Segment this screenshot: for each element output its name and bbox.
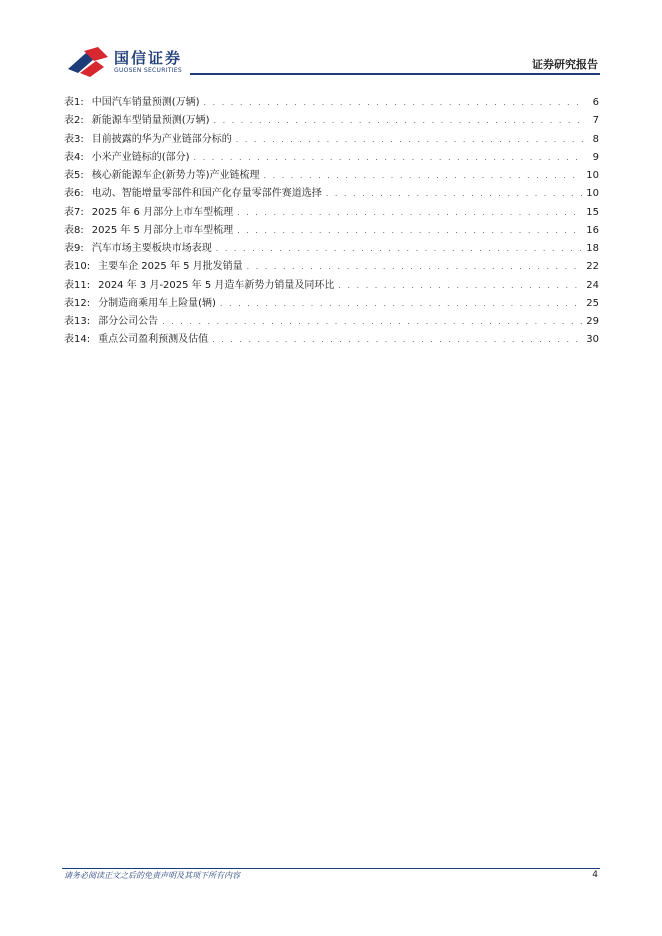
toc-entry-label: 表9: (64, 243, 84, 254)
toc-entry[interactable] (64, 331, 599, 349)
toc-entry-label: 表2: (64, 115, 84, 127)
toc-leader-dots (326, 185, 583, 203)
toc-entry-page: 9 (592, 151, 599, 163)
toc-leader-dots (237, 204, 582, 222)
toc-entry-label: 表3: (64, 133, 84, 145)
toc-entry-label: 表14: (64, 334, 91, 346)
toc-entry-page: 18 (586, 243, 599, 254)
toc-entry-page: 22 (586, 261, 599, 273)
toc-leader-dots (162, 313, 582, 331)
toc-entry-page: 30 (586, 334, 599, 346)
toc-entry[interactable] (64, 131, 599, 149)
toc-entry-label: 表10: (64, 261, 91, 273)
toc-entry-label: 表6: (64, 188, 84, 200)
toc-entry-title: 2025 年 5 月部分上市车型梳理 (91, 224, 234, 236)
toc-entry-page: 10 (586, 170, 599, 181)
toc-entry-page: 25 (586, 297, 599, 309)
toc-entry-label: 表12: (64, 297, 91, 309)
toc-entry-page: 10 (586, 188, 599, 200)
toc-entry-label: 表1: (64, 97, 84, 108)
toc-entry-title: 新能源车型销量预测(万辆) (91, 115, 210, 127)
toc-entry[interactable] (64, 277, 599, 295)
footer-disclaimer: 请务必阅读正文之后的免责声明及其项下所有内容 (64, 871, 240, 880)
toc-entry-title: 目前披露的华为产业链部分标的 (91, 133, 232, 145)
toc-entry[interactable] (64, 204, 599, 222)
toc-entry-label: 表13: (64, 316, 91, 327)
toc-leader-dots (236, 131, 583, 149)
guosen-logo-mark-icon (64, 45, 110, 79)
toc-entry-page: 16 (586, 224, 599, 236)
toc-leader-dots (216, 240, 583, 258)
toc-entry-page: 6 (592, 97, 599, 108)
toc-entry-title: 部分公司公告 (98, 316, 159, 327)
toc-leader-dots (214, 112, 583, 130)
logo-chinese-name: 国信证券 (114, 49, 183, 67)
toc-leader-dots (338, 277, 582, 295)
toc-entry[interactable] (64, 222, 599, 240)
toc-entry[interactable] (64, 240, 599, 258)
toc-leader-dots (237, 222, 582, 240)
table-of-contents-list (64, 94, 599, 350)
logo-english-name: GUOSEN SECURITIES (114, 67, 183, 74)
header-divider (190, 73, 600, 75)
toc-leader-dots (194, 149, 583, 167)
toc-entry-title: 主要车企 2025 年 5 月批发销量 (98, 261, 243, 273)
page-number: 4 (592, 870, 598, 880)
toc-entry-page: 8 (592, 133, 599, 145)
toc-entry-label: 表11: (64, 279, 91, 291)
toc-entry[interactable] (64, 167, 599, 185)
toc-entry-title: 2025 年 6 月部分上市车型梳理 (91, 206, 234, 218)
toc-entry-title: 汽车市场主要板块市场表现 (91, 243, 212, 254)
toc-entry-label: 表7: (64, 206, 84, 218)
toc-entry-title: 重点公司盈利预测及估值 (98, 334, 209, 346)
toc-entry[interactable] (64, 313, 599, 331)
report-type-title: 证券研究报告 (532, 58, 598, 71)
toc-entry-title: 小米产业链标的(部分) (91, 151, 190, 163)
toc-entry-label: 表4: (64, 151, 84, 163)
toc-leader-dots (204, 94, 583, 112)
toc-entry[interactable] (64, 149, 599, 167)
toc-entry[interactable] (64, 94, 599, 112)
toc-entry-page: 15 (586, 206, 599, 218)
toc-entry-title: 中国汽车销量预测(万辆) (91, 97, 200, 108)
toc-entry-title: 2024 年 3 月-2025 年 5 月造车新势力销量及同环比 (98, 279, 335, 291)
toc-entry-label: 表5: (64, 170, 84, 181)
toc-leader-dots (212, 331, 582, 349)
toc-entry-page: 7 (592, 115, 599, 127)
toc-leader-dots (264, 167, 583, 185)
toc-entry-title: 电动、智能增量零部件和国产化存量零部件赛道选择 (91, 188, 322, 200)
toc-leader-dots (247, 258, 583, 276)
footer-divider (62, 868, 600, 869)
toc-entry-label: 表8: (64, 224, 84, 236)
guosen-logo (64, 45, 194, 79)
toc-entry[interactable] (64, 185, 599, 203)
toc-entry[interactable] (64, 295, 599, 313)
toc-entry[interactable] (64, 258, 599, 276)
toc-entry[interactable] (64, 112, 599, 130)
toc-entry-page: 29 (586, 316, 599, 327)
toc-entry-page: 24 (586, 279, 599, 291)
toc-entry-title: 核心新能源车企(新势力等)产业链梳理 (91, 170, 260, 181)
toc-leader-dots (220, 295, 582, 313)
toc-entry-title: 分制造商乘用车上险量(辆) (98, 297, 216, 309)
